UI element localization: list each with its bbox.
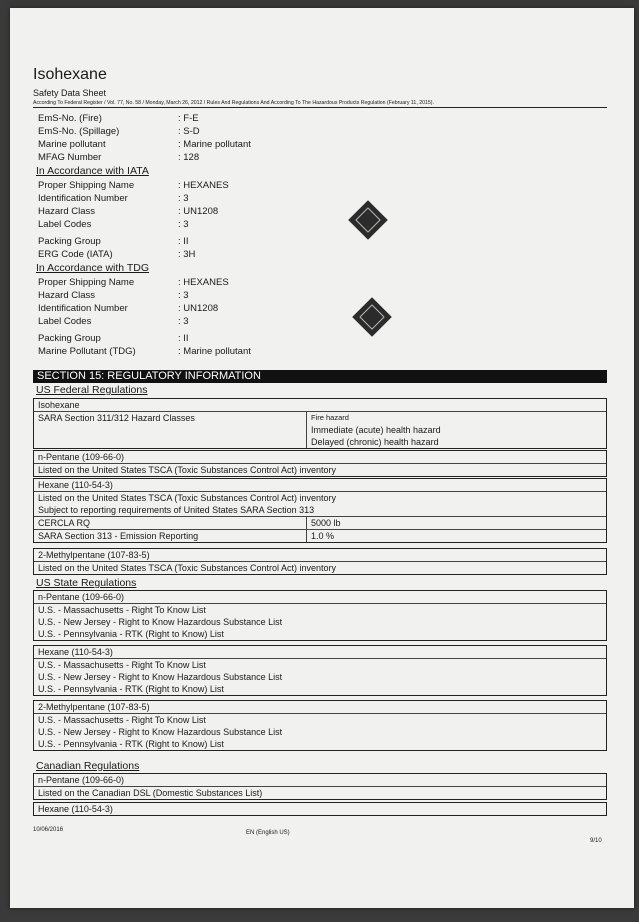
fed-box-isohexane: [33, 398, 607, 449]
row-label: SARA Section 311/312 Hazard Classes: [38, 413, 195, 423]
kv-value: : 3: [178, 219, 189, 230]
list-item: U.S. - Pennsylvania - RTK (Right to Know) List: [38, 629, 224, 639]
state-box-2-methylpentane: [33, 700, 607, 751]
us-state-heading: US State Regulations: [36, 577, 137, 589]
state-box-hexane: [33, 645, 607, 696]
state-box-n-pentane: [33, 590, 607, 641]
kv-value: : HEXANES: [178, 277, 229, 288]
kv-value: : S-D: [178, 126, 200, 137]
kv-value: : II: [178, 333, 189, 344]
us-federal-heading: US Federal Regulations: [36, 384, 148, 396]
kv-value: : Marine pollutant: [178, 346, 251, 357]
kv-key: MFAG Number: [38, 152, 102, 163]
kv-value: : 3: [178, 316, 189, 327]
table-row: Listed on the United States TSCA (Toxic Substances Control Act) inventory: [38, 465, 336, 475]
kv-value: : 128: [178, 152, 200, 163]
substance-name: 2-Methylpentane (107-83-5): [34, 549, 606, 562]
can-box-n-pentane: [33, 773, 607, 800]
kv-key: Marine Pollutant (TDG): [38, 346, 136, 357]
kv-value: : 3: [178, 193, 189, 204]
fed-box-2-methylpentane: [33, 548, 607, 575]
kv-key: EmS-No. (Fire): [38, 113, 102, 124]
table-row: [34, 517, 606, 530]
kv-key: ERG Code (IATA): [38, 249, 113, 260]
row-label: SARA Section 313 - Emission Reporting: [38, 531, 199, 541]
document-page: [10, 8, 634, 908]
tdg-heading: In Accordance with TDG: [36, 262, 150, 274]
kv-key: Proper Shipping Name: [38, 277, 135, 288]
regulation-line: According To Federal Register / Vol. 77, No. 58 / Monday, March 26, 2012 / Rules And Regulations And According To The Hazardous Products Regulation (February 11, 2015).: [33, 100, 607, 108]
table-row: [34, 530, 606, 542]
section-15-header: SECTION 15: REGULATORY INFORMATION: [33, 370, 607, 383]
list-item: U.S. - Massachusetts - Right To Know List: [38, 605, 206, 615]
fed-box-hexane: [33, 478, 607, 543]
kv-value: : HEXANES: [178, 180, 229, 191]
substance-name: Hexane (110-54-3): [38, 804, 113, 814]
hazard-class: Fire hazard: [311, 413, 349, 422]
kv-value: : Marine pollutant: [178, 139, 251, 150]
table-row: Listed on the United States TSCA (Toxic Substances Control Act) inventory: [38, 563, 336, 573]
kv-value: : UN1208: [178, 206, 219, 217]
kv-key: Marine pollutant: [38, 139, 106, 150]
hazard-class: Delayed (chronic) health hazard: [311, 437, 439, 447]
footer-page-number: 9/10: [590, 838, 602, 844]
kv-key: Packing Group: [38, 333, 101, 344]
hazard-classes-cell: [306, 412, 441, 448]
substance-name: n-Pentane (109-66-0): [34, 774, 606, 787]
kv-key: Hazard Class: [38, 206, 96, 217]
kv-key: Label Codes: [38, 316, 92, 327]
list-item: U.S. - Massachusetts - Right To Know List: [38, 715, 206, 725]
kv-key: Hazard Class: [38, 290, 96, 301]
list-item: U.S. - Pennsylvania - RTK (Right to Know) List: [38, 684, 224, 694]
substance-name: Hexane (110-54-3): [34, 479, 606, 492]
footer-language: EN (English US): [246, 830, 290, 836]
row-value: 5000 lb: [306, 517, 341, 529]
kv-key: Packing Group: [38, 236, 101, 247]
table-row: Listed on the United States TSCA (Toxic Substances Control Act) inventory: [38, 493, 336, 503]
fed-box-n-pentane: [33, 450, 607, 477]
iata-heading: In Accordance with IATA: [36, 165, 149, 177]
kv-value: : II: [178, 236, 189, 247]
substance-name: Hexane (110-54-3): [34, 646, 606, 659]
substance-name: 2-Methylpentane (107-83-5): [34, 701, 606, 714]
substance-name: n-Pentane (109-66-0): [34, 451, 606, 464]
kv-key: Identification Number: [38, 193, 128, 204]
footer-date: 10/06/2016: [33, 827, 64, 833]
table-row: Listed on the Canadian DSL (Domestic Substances List): [38, 788, 263, 798]
document-type: Safety Data Sheet: [33, 88, 107, 98]
table-row: Subject to reporting requirements of United States SARA Section 313: [34, 504, 606, 517]
table-row: [34, 412, 606, 448]
flammable-liquid-hazard-diamond-icon: [348, 200, 388, 240]
can-box-hexane: [33, 802, 607, 816]
substance-name: n-Pentane (109-66-0): [34, 591, 606, 604]
list-item: U.S. - Pennsylvania - RTK (Right to Know) List: [38, 739, 224, 749]
list-item: U.S. - New Jersey - Right to Know Hazardous Substance List: [38, 672, 283, 682]
row-value: 1.0 %: [306, 530, 334, 542]
product-title: Isohexane: [33, 66, 107, 83]
hazard-class: Immediate (acute) health hazard: [311, 425, 441, 435]
kv-value: : F-E: [178, 113, 199, 124]
kv-value: : 3H: [178, 249, 196, 260]
kv-value: : 3: [178, 290, 189, 301]
list-item: U.S. - New Jersey - Right to Know Hazardous Substance List: [38, 727, 283, 737]
substance-name: Isohexane: [34, 399, 606, 412]
flammable-liquid-hazard-diamond-icon: [352, 297, 392, 337]
canadian-heading: Canadian Regulations: [36, 760, 140, 772]
kv-key: Proper Shipping Name: [38, 180, 135, 191]
kv-key: EmS-No. (Spillage): [38, 126, 120, 137]
row-label: CERCLA RQ: [38, 518, 91, 528]
kv-key: Identification Number: [38, 303, 128, 314]
list-item: U.S. - New Jersey - Right to Know Hazardous Substance List: [38, 617, 283, 627]
list-item: U.S. - Massachusetts - Right To Know List: [38, 660, 206, 670]
kv-key: Label Codes: [38, 219, 92, 230]
kv-value: : UN1208: [178, 303, 219, 314]
